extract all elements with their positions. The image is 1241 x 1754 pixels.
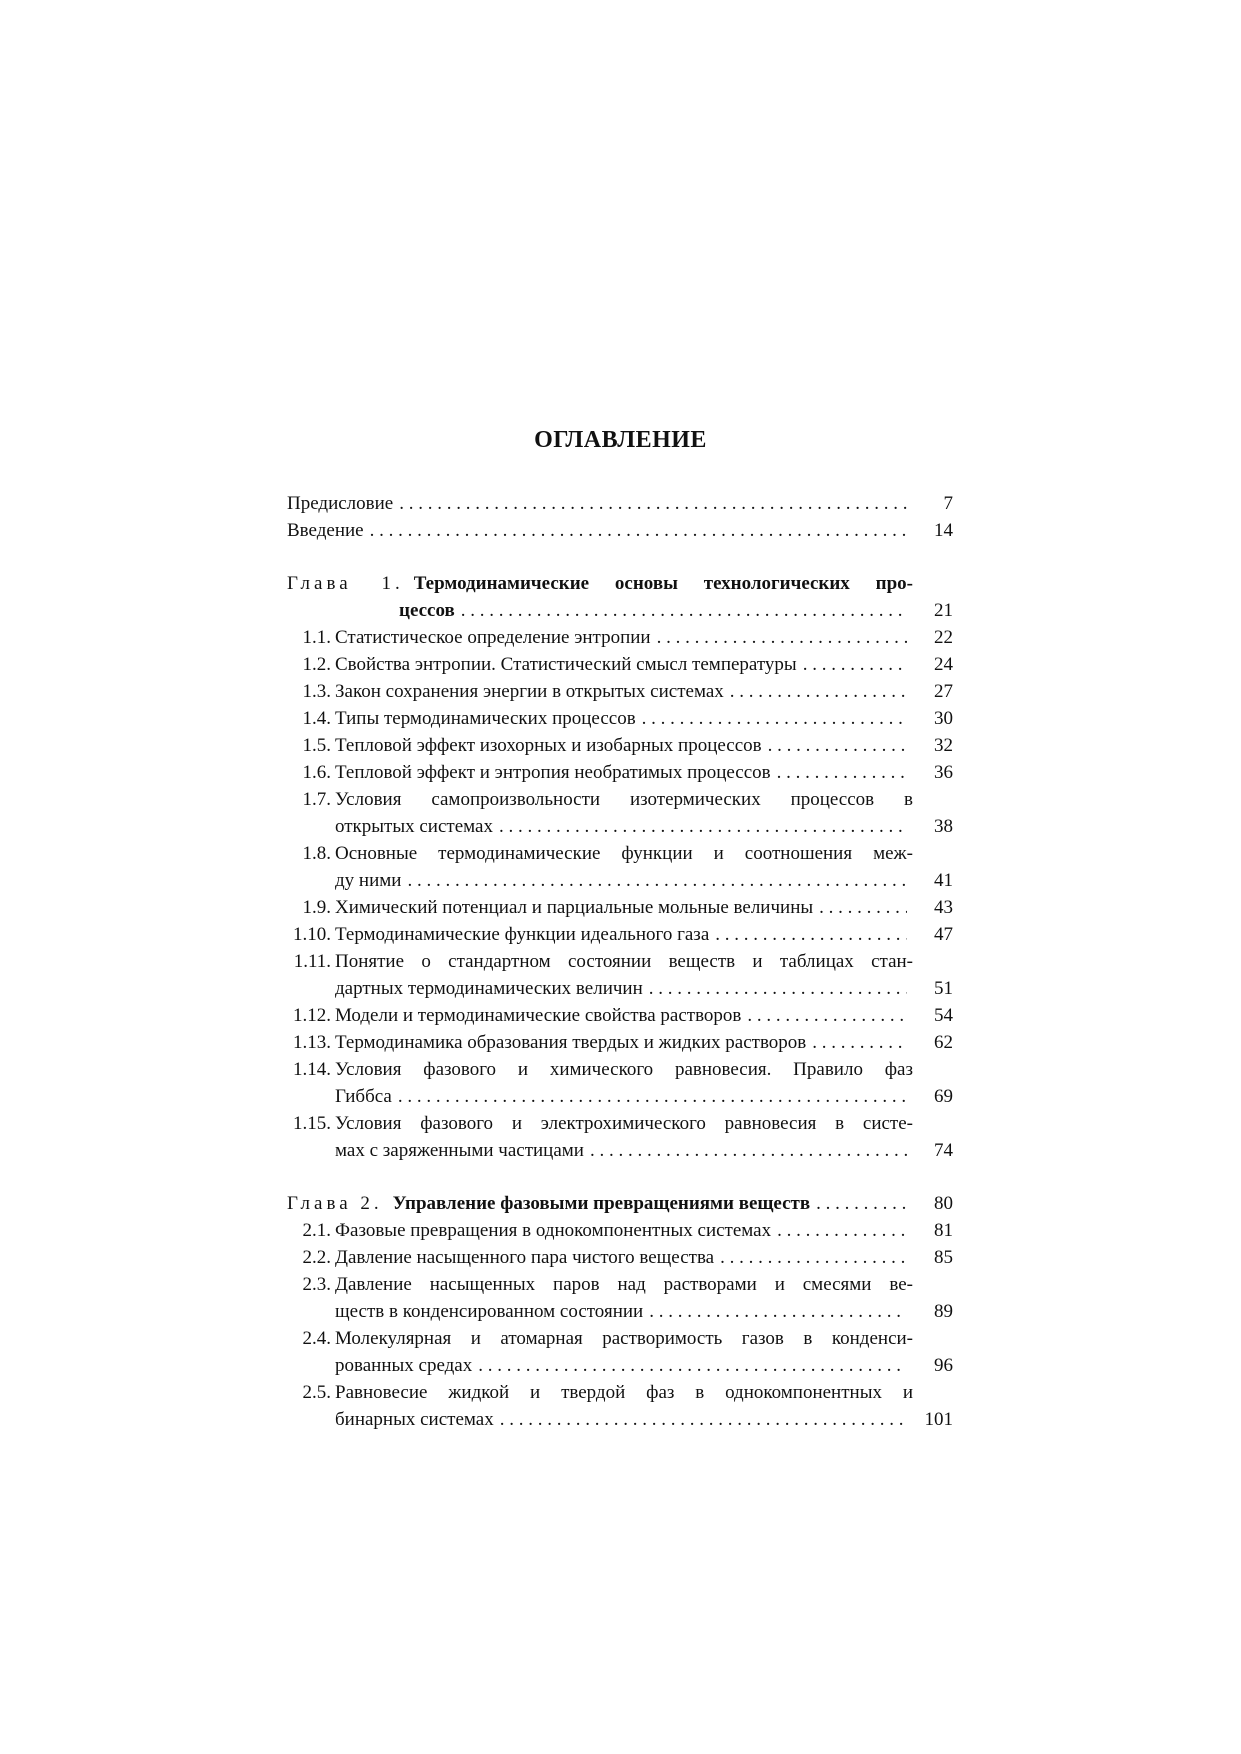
toc-section-1-4[interactable] <box>287 705 953 732</box>
section-number: 1.12. <box>293 1005 331 1026</box>
section-number: 1.7. <box>302 789 331 810</box>
section-number: 1.4. <box>302 708 331 729</box>
section-title-line: Термодинамика образования твердых и жидких растворов <box>335 1032 807 1053</box>
leader-dots <box>812 1029 907 1056</box>
page-number: 85 <box>934 1247 953 1268</box>
chapter-label: Глава 1. <box>287 573 404 594</box>
toc-section-2-5[interactable] <box>287 1379 953 1433</box>
page-number: 7 <box>943 493 953 514</box>
section-title-line: мах с заряженными частицами <box>335 1140 584 1161</box>
section-number: 2.4. <box>302 1328 331 1349</box>
page-number: 101 <box>924 1409 953 1430</box>
section-title-line: Химический потенциал и парциальные мольные величины <box>335 897 814 918</box>
page-number: 96 <box>934 1355 953 1376</box>
toc-section-2-3[interactable] <box>287 1271 953 1325</box>
table-of-contents <box>287 490 953 1433</box>
section-title-line: Статистическое определение энтропии <box>335 627 651 648</box>
leader-dots <box>730 678 907 705</box>
leader-dots <box>590 1137 907 1164</box>
section-title-line: Модели и термодинамические свойства растворов <box>335 1005 742 1026</box>
section-number: 1.2. <box>302 654 331 675</box>
section-number: 1.5. <box>302 735 331 756</box>
page-number: 24 <box>934 654 953 675</box>
toc-chapter-2[interactable] <box>287 1190 953 1217</box>
section-title-line: Термодинамические функции идеального газа <box>335 924 710 945</box>
leader-dots <box>819 894 907 921</box>
section-title-line: Тепловой эффект изохорных и изобарных процессов <box>335 735 762 756</box>
chapter-title: Термодинамические основы технологических про- <box>413 573 913 594</box>
leader-dots <box>720 1244 907 1271</box>
toc-section-1-12[interactable] <box>287 1002 953 1029</box>
section-number: 1.13. <box>293 1032 331 1053</box>
leader-dots <box>499 813 907 840</box>
section-number: 1.9. <box>302 897 331 918</box>
section-number: 1.8. <box>302 843 331 864</box>
leader-dots <box>399 490 907 517</box>
page-number: 21 <box>934 600 953 621</box>
section-title-line: Тепловой эффект и энтропия необратимых процессов <box>335 762 771 783</box>
section-number: 2.1. <box>302 1220 331 1241</box>
section-title-line: Давление насыщенных паров над растворами и смесями ве- <box>335 1274 913 1295</box>
leader-dots <box>777 759 907 786</box>
leader-dots <box>642 705 907 732</box>
section-number: 1.1. <box>302 627 331 648</box>
leader-dots <box>461 597 907 624</box>
page-number: 30 <box>934 708 953 729</box>
section-number: 1.14. <box>293 1059 331 1080</box>
toc-section-1-11[interactable] <box>287 948 953 1002</box>
section-number: 1.10. <box>293 924 331 945</box>
page-number: 38 <box>934 816 953 837</box>
leader-dots <box>715 921 907 948</box>
section-title-line: Закон сохранения энергии в открытых системах <box>335 681 724 702</box>
leader-dots <box>803 651 907 678</box>
section-title-line: Равновесие жидкой и твердой фаз в однокомпонентных и <box>335 1382 913 1403</box>
toc-section-1-6[interactable] <box>287 759 953 786</box>
page-number: 54 <box>934 1005 953 1026</box>
section-title-line: Основные термодинамические функции и соотношения меж- <box>335 843 913 864</box>
section-title-line: Фазовые превращения в однокомпонентных системах <box>335 1220 772 1241</box>
page-number: 51 <box>934 978 953 999</box>
page-number: 80 <box>934 1193 953 1214</box>
toc-section-1-10[interactable] <box>287 921 953 948</box>
section-title-line: дартных термодинамических величин <box>335 978 643 999</box>
section-title-line: бинарных системах <box>335 1409 494 1430</box>
page-number: 14 <box>934 520 953 541</box>
page-number: 69 <box>934 1086 953 1107</box>
page-number: 41 <box>934 870 953 891</box>
section-number: 2.2. <box>302 1247 331 1268</box>
toc-section-1-1[interactable] <box>287 624 953 651</box>
leader-dots <box>407 867 907 894</box>
leader-dots <box>370 517 907 544</box>
section-title-line: Условия самопроизвольности изотермических процессов в <box>335 789 913 810</box>
page-number: 43 <box>934 897 953 918</box>
section-title-line: рованных средах <box>335 1355 473 1376</box>
page-number: 81 <box>934 1220 953 1241</box>
leader-dots <box>657 624 907 651</box>
toc-section-1-3[interactable] <box>287 678 953 705</box>
chapter-title-continued: цессов <box>399 600 455 621</box>
leader-dots <box>478 1352 907 1379</box>
toc-entry-preface[interactable] <box>287 490 953 517</box>
entry-title: Введение <box>287 520 364 541</box>
page-number: 74 <box>934 1140 953 1161</box>
page-title: ОГЛАВЛЕНИЕ <box>534 427 707 453</box>
toc-section-1-9[interactable] <box>287 894 953 921</box>
toc-section-1-15[interactable] <box>287 1110 953 1164</box>
leader-dots <box>500 1406 907 1433</box>
section-title-line: Условия фазового и химического равновесия. Правило фаз <box>335 1059 913 1080</box>
toc-chapter-1[interactable] <box>287 570 953 624</box>
page-number: 32 <box>934 735 953 756</box>
page-number: 47 <box>934 924 953 945</box>
section-title-line: Понятие о стандартном состоянии веществ и таблицах стан- <box>335 951 913 972</box>
toc-section-1-7[interactable] <box>287 786 953 840</box>
section-number: 1.11. <box>293 951 331 972</box>
toc-section-1-13[interactable] <box>287 1029 953 1056</box>
leader-dots <box>777 1217 907 1244</box>
toc-section-1-8[interactable] <box>287 840 953 894</box>
toc-section-1-5[interactable] <box>287 732 953 759</box>
section-title-line: Гиббса <box>335 1086 392 1107</box>
chapter-title: Управление фазовыми превращениями веществ <box>392 1193 811 1214</box>
section-number: 2.5. <box>302 1382 331 1403</box>
section-title-line: ществ в конденсированном состоянии <box>335 1301 644 1322</box>
toc-entry-introduction[interactable] <box>287 517 953 544</box>
toc-section-1-2[interactable] <box>287 651 953 678</box>
section-title-line: ду ними <box>335 870 402 891</box>
toc-section-2-4[interactable] <box>287 1325 953 1379</box>
section-title-line: Свойства энтропии. Статистический смысл температуры <box>335 654 797 675</box>
toc-section-2-2[interactable] <box>287 1244 953 1271</box>
section-number: 1.15. <box>293 1113 331 1134</box>
section-number: 2.3. <box>302 1274 331 1295</box>
section-title-line: Условия фазового и электрохимического равновесия в систе- <box>335 1113 913 1134</box>
toc-section-2-1[interactable] <box>287 1217 953 1244</box>
page-number: 62 <box>934 1032 953 1053</box>
leader-dots <box>768 732 907 759</box>
section-title-line: Давление насыщенного пара чистого вещества <box>335 1247 715 1268</box>
entry-title: Предисловие <box>287 493 394 514</box>
section-title-line: Молекулярная и атомарная растворимость газов в конденси- <box>335 1328 913 1349</box>
page-number: 89 <box>934 1301 953 1322</box>
page-number: 36 <box>934 762 953 783</box>
leader-dots <box>649 1298 907 1325</box>
section-title-line: Типы термодинамических процессов <box>335 708 636 729</box>
leader-dots <box>398 1083 907 1110</box>
chapter-label: Глава 2. <box>287 1193 383 1214</box>
page-number: 22 <box>934 627 953 648</box>
section-number: 1.6. <box>302 762 331 783</box>
section-title-line: открытых системах <box>335 816 493 837</box>
leader-dots <box>747 1002 907 1029</box>
toc-section-1-14[interactable] <box>287 1056 953 1110</box>
leader-dots <box>649 975 907 1002</box>
page-number: 27 <box>934 681 953 702</box>
leader-dots <box>816 1190 907 1217</box>
section-number: 1.3. <box>302 681 331 702</box>
